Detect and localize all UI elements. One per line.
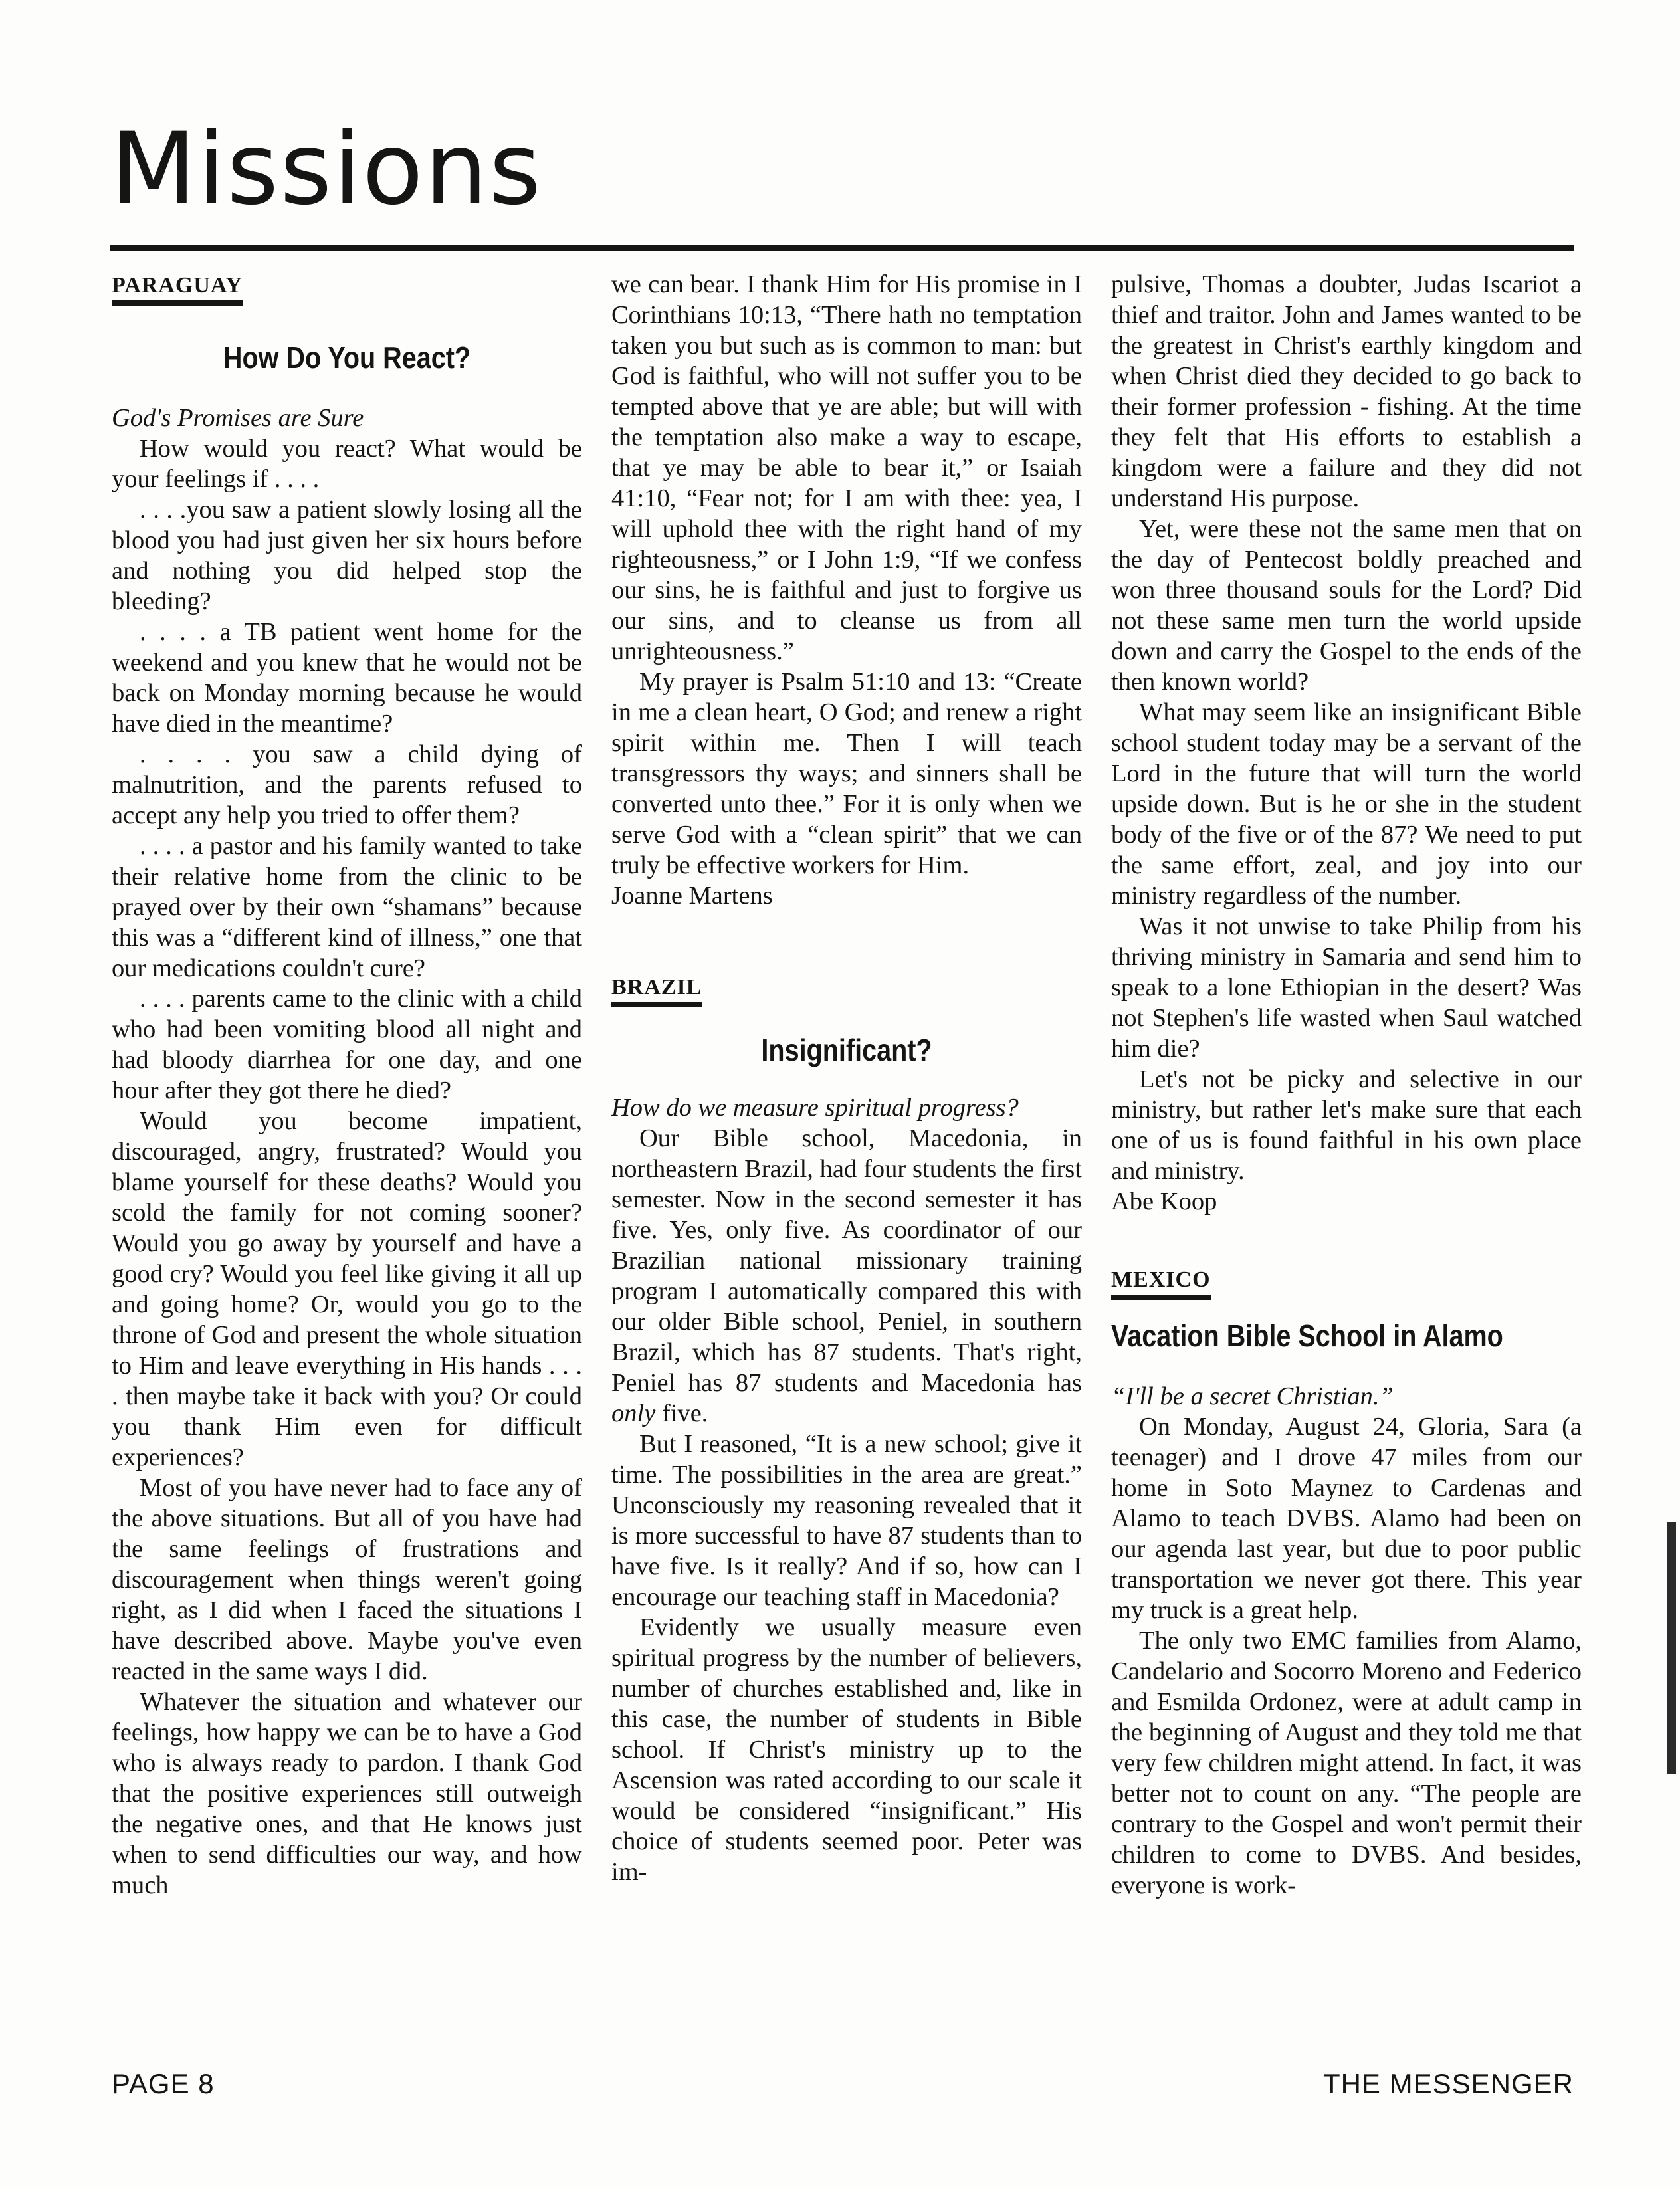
emphasis: only [611, 1400, 656, 1427]
country-label-mexico: MEXICO [1111, 1267, 1211, 1300]
paragraph: What may seem like an insignificant Bible school student today may be a servant of the Lord in the future that will turn the world upside down. But is he or she in the student body of the five or of the 87? We need to put the same effort, zeal, and joy into our ministry regardless of the number. [1111, 698, 1582, 910]
paragraph: On Monday, August 24, Gloria, Sara (a teenager) and I drove 47 miles from our home in Soto Maynez to Cardenas and Alamo to teach DVBS. Alamo had been on our agenda last year, but due to poor public transportation we never got there. This year my truck is a great help. [1111, 1413, 1582, 1624]
header-rule [110, 245, 1574, 251]
subtitle-brazil: How do we measure spiritual progress? [611, 1094, 1019, 1122]
subtitle-mexico: “I'll be a secret Christian.” [1111, 1382, 1394, 1410]
paragraph: The only two EMC families from Alamo, Candelario and Socorro Moreno and Federico and Esmilda Ordonez, were at adult camp in the beginning of August and they told me that very few children might attend. In fact, it was better not to count on any. “The people are contrary to the Gospel and won't permit their children to come to DVBS. And besides, everyone is work- [1111, 1627, 1582, 1899]
paragraph: . . . . parents came to the clinic with a child who had been vomiting blood all night and had bloody diarrhea for one day, and one hour after they got there he died? [112, 985, 582, 1104]
paragraph: we can bear. I thank Him for His promise in I Corinthians 10:13, “There hath no temptation taken you but such as is common to man: but God is faithful, who will not suffer you to be tempted above that ye are able; but will with the temptation also make a way to escape, that ye may be able to bear it,” or Isaiah 41:10, “Fear not; for I am with thee: yea, I will uphold thee with the right hand of my righteousness,” or I John 1:9, “If we confess our sins, he is faithful and just to forgive us our sins, and to cleanse us from all unrighteousness.” [611, 270, 1082, 665]
column-2 [611, 269, 1082, 1887]
paragraph: Let's not be picky and selective in our ministry, but rather let's make sure that each one of us is found faithful in his own place and ministry. [1111, 1065, 1582, 1185]
author-signature: Abe Koop [1111, 1188, 1217, 1215]
publication-name: THE MESSENGER [1322, 2068, 1574, 2099]
paragraph: . . . . a TB patient went home for the weekend and you knew that he would not be back on Monday morning because he would have died in the meantime? [112, 618, 582, 738]
paragraph: But I reasoned, “It is a new school; give it time. The possibilities in the area are great.” Unconsciously my reasoning revealed that it is more successful to have 87 students than to have five. Is it really? And if so, how can I encourage our teaching staff in Macedonia? [611, 1430, 1082, 1611]
subtitle-paraguay: God's Promises are Sure [112, 404, 364, 432]
headline-paraguay: How Do You React? [223, 340, 471, 375]
paragraph: . . . .you saw a patient slowly losing all the blood you had just given her six hours before and nothing you did helped stop the bleeding? [112, 496, 582, 615]
country-label-brazil: BRAZIL [611, 974, 702, 1007]
paragraph: . . . . a pastor and his family wanted to take their relative home from the clinic to be prayed over by their own “shamans” because this was a “different kind of illness,” one that our medications couldn't cure? [112, 832, 582, 982]
headline-mexico: Vacation Bible School in Alamo [1111, 1318, 1503, 1353]
section-title: Missions [110, 112, 543, 227]
paragraph: Whatever the situation and whatever our feelings, how happy we can be to have a God who is always ready to pardon. I thank God that the positive experiences still outweigh the negative ones, and that He knows just when to send difficulties our way, and how much [112, 1688, 582, 1899]
scan-edge-mark [1667, 1522, 1676, 1774]
column-1 [112, 269, 582, 1901]
column-3 [1111, 269, 1582, 1901]
paragraph-text: five. [655, 1400, 708, 1427]
headline-brazil: Insignificant? [761, 1033, 932, 1067]
paragraph: . . . . you saw a child dying of malnutrition, and the parents refused to accept any help you tried to offer them? [112, 740, 582, 829]
paragraph: Evidently we usually measure even spiritual progress by the number of believers, number of churches established and, like in this case, the number of students in Bible school. If Christ's ministry up to the Ascension was rated according to our scale it would be considered “insignificant.” His choice of students seemed poor. Peter was im- [611, 1614, 1082, 1886]
paragraph: Would you become impatient, discouraged, angry, frustrated? Would you blame yourself for these deaths? Would you scold the family for not coming sooner? Would you go away by yourself and have a good cry? Would you feel like giving it all up and going home? Or, would you go to the throne of God and present the whole situation to Him and leave everything in His hands . . . . then maybe take it back with you? Or could you thank Him even for difficult experiences? [112, 1107, 582, 1471]
country-label-paraguay: PARAGUAY [112, 272, 243, 306]
author-signature: Joanne Martens [611, 882, 773, 910]
paragraph [611, 1123, 1082, 1429]
paragraph-text: Our Bible school, Macedonia, in northeastern Brazil, had four students the first semester. Now in the second semester it has five. Yes, only five. As coordinator of our Brazilian national missionary training program I automatically compared this with our older Bible school, Peniel, in southern Brazil, which has 87 students. That's right, Peniel has 87 students and Macedonia has [611, 1124, 1082, 1397]
paragraph: Most of you have never had to face any of the above situations. But all of you have had the same feelings of frustrations and discouragement when things weren't going right, as I did when I faced the situations I have described above. Maybe you've even reacted in the same ways I did. [112, 1474, 582, 1685]
paragraph: Yet, were these not the same men that on the day of Pentecost boldly preached and won three thousand souls for the Lord? Did not these same men turn the world upside down and carry the Gospel to the ends of the then known world? [1111, 515, 1582, 696]
page-number: PAGE 8 [112, 2068, 215, 2099]
paragraph: Was it not unwise to take Philip from his thriving ministry in Samaria and send him to speak to a lone Ethiopian in the desert? Was not Stephen's life wasted when Saul watched him die? [1111, 912, 1582, 1063]
paragraph: How would you react? What would be your feelings if . . . . [112, 435, 582, 493]
paragraph: pulsive, Thomas a doubter, Judas Iscariot a thief and traitor. John and James wanted to be the greatest in Christ's earthly kingdom and when Christ died they decided to go back to their former profession - fishing. At the time they felt that His efforts to establish a kingdom were a failure and they did not understand His purpose. [1111, 270, 1582, 512]
paragraph: My prayer is Psalm 51:10 and 13: “Create in me a clean heart, O God; and renew a right spirit within me. Then I will teach transgressors thy ways; and sinners shall be converted unto thee.” For it is only when we serve God with a “clean spirit” that we can truly be effective workers for Him. [611, 668, 1082, 879]
